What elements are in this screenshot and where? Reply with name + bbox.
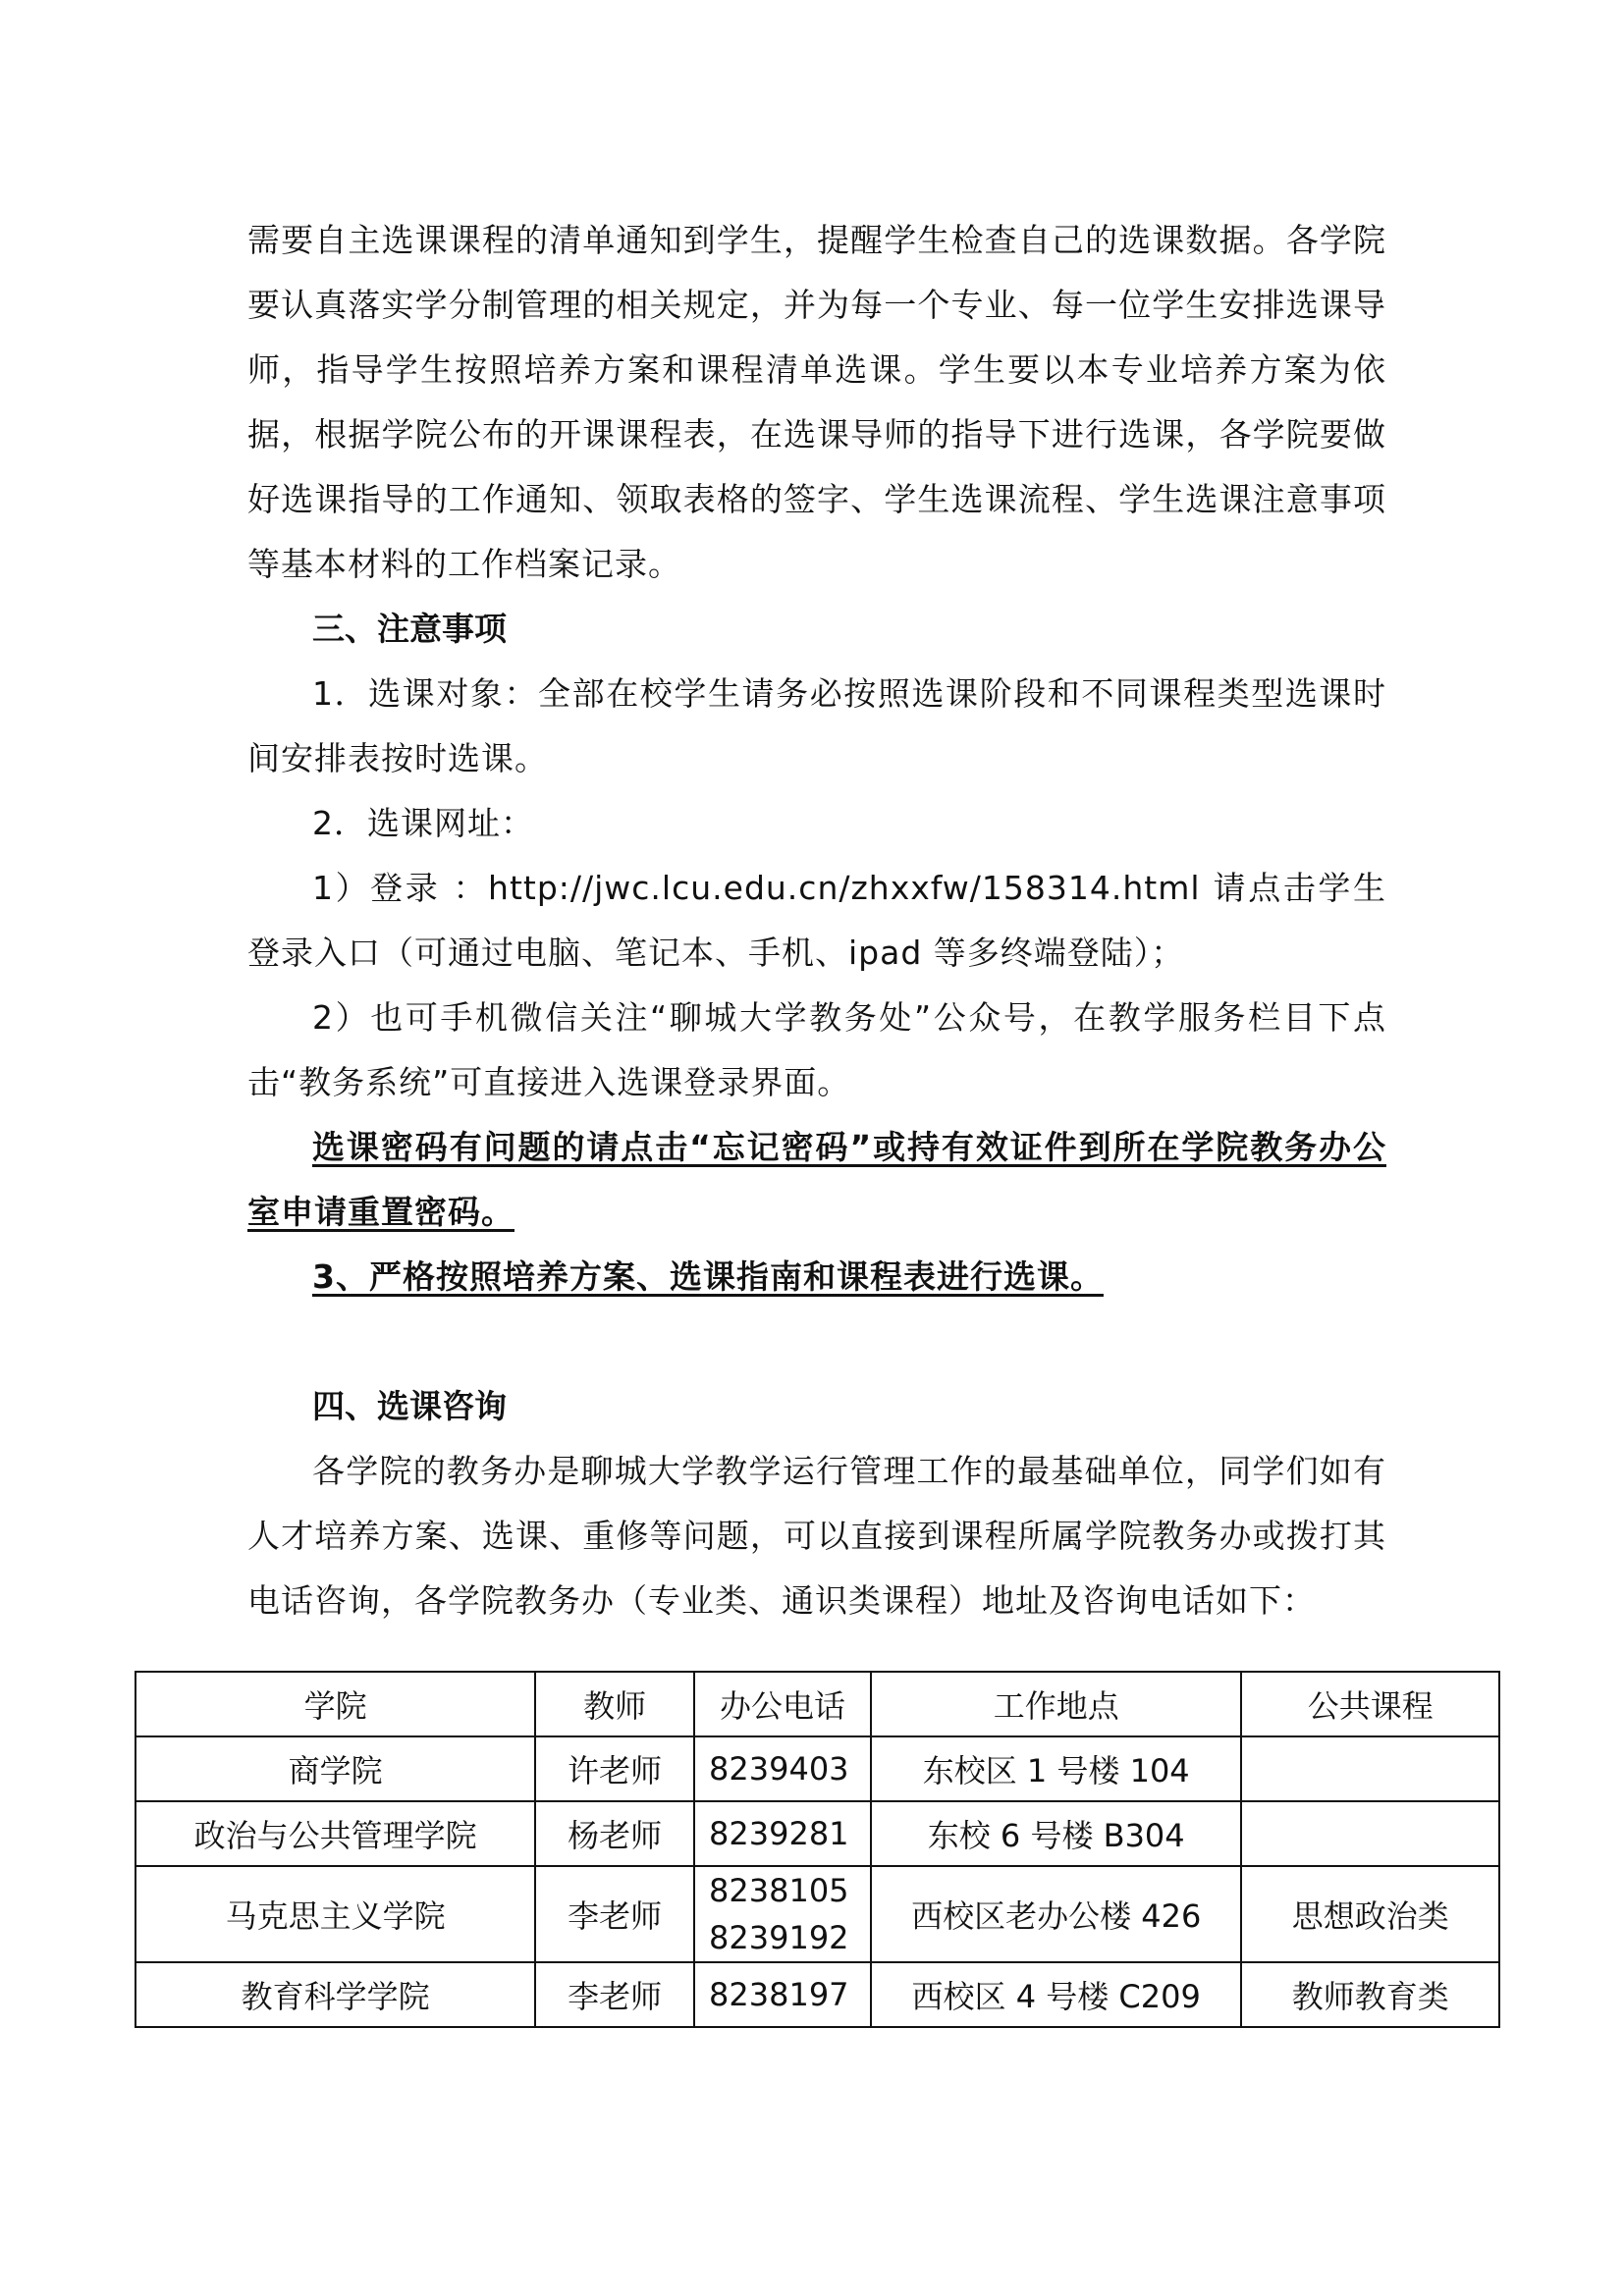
- cell-college: 政治与公共管理学院: [135, 1801, 535, 1866]
- cell-course: [1241, 1801, 1499, 1866]
- header-teacher: 教师: [535, 1672, 694, 1736]
- consult-paragraph: 各学院的教务办是聊城大学教学运行管理工作的最基础单位，同学们如有人才培养方案、选课、重修等问题，可以直接到课程所属学院教务办或拨打其电话咨询，各学院教务办（专业类、通识类课程）地址及咨询电话如下：: [247, 1452, 1386, 1620]
- item-1-paragraph: 1．选课对象：全部在校学生请务必按照选课阶段和不同课程类型选课时间安排表按时选课。: [247, 674, 1386, 777]
- cell-phone: [694, 1866, 871, 1962]
- cell-teacher: 杨老师: [535, 1801, 694, 1866]
- cell-teacher: 李老师: [535, 1866, 694, 1962]
- cell-college: 马克思主义学院: [135, 1866, 535, 1962]
- header-phone: 办公电话: [694, 1672, 871, 1736]
- document-body: [247, 208, 1386, 1633]
- cell-phone: 8239403: [694, 1736, 871, 1801]
- cell-location: 东校区 1 号楼 104: [871, 1736, 1241, 1801]
- cell-course: 教师教育类: [1241, 1962, 1499, 2027]
- cell-location: 西校区老办公楼 426: [871, 1866, 1241, 1962]
- header-course: 公共课程: [1241, 1672, 1499, 1736]
- cell-teacher: 李老师: [535, 1962, 694, 2027]
- cell-college: 教育科学学院: [135, 1962, 535, 2027]
- section-4-heading: 四、选课咨询: [312, 1387, 507, 1425]
- table-row: [135, 1736, 1499, 1801]
- password-note: 选课密码有问题的请点击“忘记密码”或持有效证件到所在学院教务办公室申请重置密码。: [247, 1128, 1386, 1231]
- cell-location: 西校区 4 号楼 C209: [871, 1962, 1241, 2027]
- header-college: 学院: [135, 1672, 535, 1736]
- cell-phone: 8239281: [694, 1801, 871, 1866]
- cell-location: 东校 6 号楼 B304: [871, 1801, 1241, 1866]
- spacer: [247, 1309, 1386, 1374]
- intro-paragraph: 需要自主选课课程的清单通知到学生，提醒学生检查自己的选课数据。各学院要认真落实学分制管理的相关规定，并为每一个专业、每一位学生安排选课导师，指导学生按照培养方案和课程清单选课。学生要以本专业培养方案为依据，根据学院公布的开课课程表，在选课导师的指导下进行选课，各学院要做好选课指导的工作通知、领取表格的签字、学生选课流程、学生选课注意事项等基本材料的工作档案记录。: [247, 221, 1386, 583]
- header-location: 工作地点: [871, 1672, 1241, 1736]
- item-2-2-paragraph: 2）也可手机微信关注“聊城大学教务处”公众号，在教学服务栏目下点击“教务系统”可直接进入选课登录界面。: [247, 998, 1386, 1101]
- table-header-row: [135, 1672, 1499, 1736]
- phone-line-1: 8238105: [709, 1872, 849, 1909]
- cell-course: [1241, 1736, 1499, 1801]
- contact-table: [135, 1671, 1500, 2028]
- table-row: [135, 1801, 1499, 1866]
- table-row: [135, 1962, 1499, 2027]
- item-2-title: 2．选课网址：: [312, 804, 534, 842]
- cell-college: 商学院: [135, 1736, 535, 1801]
- phone-line-2: 8239192: [709, 1919, 849, 1956]
- section-3-heading: 三、注意事项: [312, 610, 507, 648]
- item-3-paragraph: 3、严格按照培养方案、选课指南和课程表进行选课。: [312, 1257, 1104, 1296]
- item-2-1-paragraph: 1）登录 ：http://jwc.lcu.edu.cn/zhxxfw/158314.html 请点击学生登录入口（可通过电脑、笔记本、手机、ipad 等多终端登陆）；: [247, 869, 1386, 972]
- cell-phone: 8238197: [694, 1962, 871, 2027]
- cell-course: 思想政治类: [1241, 1866, 1499, 1962]
- cell-teacher: 许老师: [535, 1736, 694, 1801]
- table-row: [135, 1866, 1499, 1962]
